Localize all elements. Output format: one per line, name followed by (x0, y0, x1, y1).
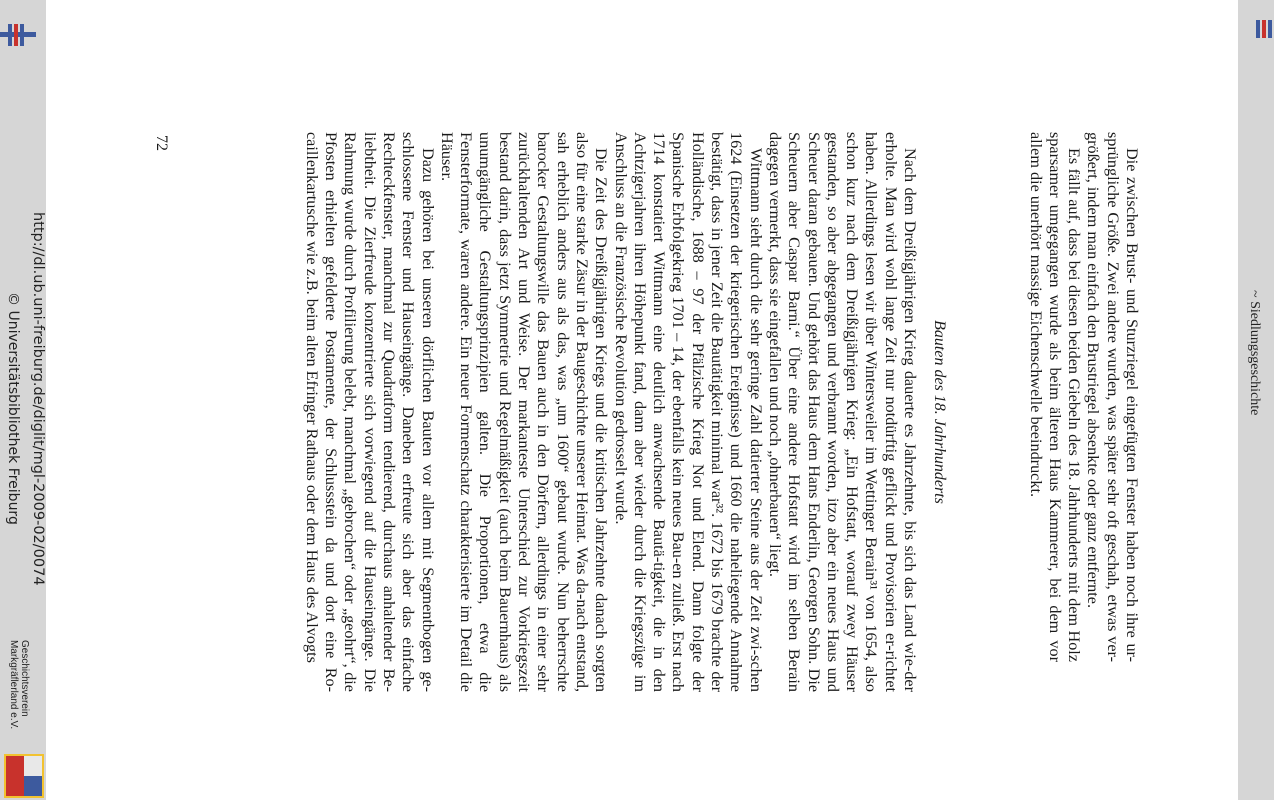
source-url: http://dl.ub.uni-freiburg.de/diglit/mgl-2009-02/0074 (30, 212, 46, 586)
text-block-top (1025, 132, 1141, 662)
paragraph: Dazu gehören bei unseren dörflichen Bauten vor allem mit Segmentbogen ge-schlossene Fenster und Hauseingänge. Daneben erfreute sich aber das einfache Rechteckfenster, manchmal zur Quadratform tendierend, durchaus anhaltender Be-liebtheit. Die Zierfreude konzentrierte sich vorwiegend auf die Hauseingänge. Die Rahmung wurde durch Profilierung belebt, manchmal „gebrochen“ oder „geohrt“, die Pfosten erhielten gefelderte Postamente, der Schlussstein da und dort eine Ro-caillenkartusche wie z.B. beim alten Efringer Rathaus oder dem Haus des Alvogts (302, 132, 437, 692)
cut-off-header: ~ Siedlungsgeschichte (1247, 290, 1262, 416)
paragraph: Nach dem Dreißigjährigen Krieg dauerte es Jahrzehnte, bis sich das Land wie-der erholte. Man wird wohl lange Zeit nur notdürftig geflickt und Provisorien er-richtet haben. Allerdings lesen wir über Wintersweiler im Wettinger Berain³¹ von 1654, also schon kurz nach dem Dreißigjährigen Krieg: „Ein Hofstatt, worauf zwey Häuser gestanden, so aber abgegangen und verbrannt worden, itzo aber ein neues Haus und Scheuer daran gebauen. Und gehört das Haus dem Hans Enderlin, Georgen Sohn. Die Scheuern aber Caspar Barni.“ Über eine andere Hofstatt wird im selben Berain dagegen vermerkt, dass sie eingefallen und noch „ohnerbauen“ liegt. (765, 132, 919, 692)
paragraph: Die zwischen Brust- und Sturzriegel eingefügten Fenster haben noch ihre ur-sprüngliche Größe. Zwei andere wurden, was später sehr oft geschah, etwas ver-größert, indem man einfach den Brustriegel absenkte oder ganz entfernte. (1084, 132, 1141, 662)
paragraph: Die Zeit des Dreißigjährigen Kriegs und die kritischen Jahrzehnte danach sorgten also für eine starke Zäsur in der Baugeschichte unserer Heimat. Was da-nach entstand, sah erheblich anders aus als das, was „um 1600“ gebaut wurde. Nun beherrschte barocker Gestaltungswille das Bauen auch in den Dörfern, allerdings in einer sehr zurückhaltenden Art und Weise. Der markanteste Unterschied zur Vorkriegszeit bestand darin, dass jetzt Symmetrie und Regelmäßigkeit (auch beim Bauernhaus) als unumgängliche Gestaltungsprinzipien galten. Die Proportionen, etwa die Fensterformate, waren andere. Ein neuer Formenschatz charakterisierte im Detail die Häuser. (437, 132, 611, 692)
paragraph: Wittmann sieht durch die sehr geringe Zahl datierter Steine aus der Zeit zwi-schen 1624 (Einsetzen der kriegerischen Ereignisse) und 1660 die naheliegende Annahme bestätigt, dass in jener Zeit die Bautätigkeit minimal war³². 1672 bis 1679 brachte der Holländische, 1688 – 97 der Pfälzische Krieg Not und Elend. Dann folgte der Spanische Erbfolgekrieg 1701 – 14, der ebenfalls kein neues Bau-en zuließ. Erst nach 1714 konstatiert Wittmann eine deutlich anwachsende Bautä-tigkeit, die in den Achtzigerjahren ihren Höhepunkt fand, dann aber wieder durch die Kriegszüge im Anschluss an die Französische Revolution gedrosselt wurde. (611, 132, 765, 692)
publisher-name: Geschichtsverein Markgräflerland e.V. (8, 640, 30, 730)
text-block-main (302, 132, 920, 692)
page-number: 72 (153, 135, 170, 151)
paragraph: Es fällt auf, dass bei diesen beiden Giebeln des 18. Jahrhunderts mit dem Holz sparsamer umgegangen wurde als beim älteren Haus Kammerer, bei dem vor allem die unerhört massige Eichenschwelle beeindruckt. (1026, 132, 1084, 662)
section-heading: Bauten des 18. Jahrhunderts (931, 320, 948, 504)
copyright-notice: © Universitätsbibliothek Freiburg (5, 292, 21, 525)
